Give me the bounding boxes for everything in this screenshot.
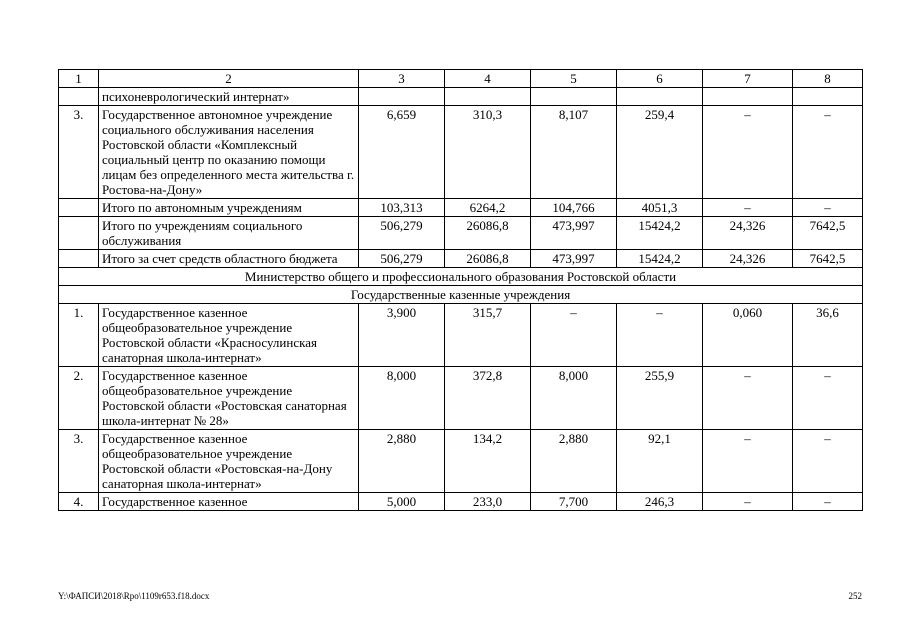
value-cell: 315,7 <box>445 304 531 367</box>
value-cell: 8,000 <box>531 367 617 430</box>
value-cell: – <box>703 493 793 511</box>
institution-name: Государственное казенное общеобразовательное учреждение Ростовской области «Ростовская-на-Дону санаторная школа-интернат» <box>99 430 359 493</box>
table-header-row <box>59 70 863 88</box>
file-path: Y:\ФАПСИ\2018\Rpo\1109r653.f18.docx <box>58 591 210 601</box>
header-cell: 8 <box>793 70 863 88</box>
value-cell: 6264,2 <box>445 199 531 217</box>
value-cell <box>445 88 531 106</box>
header-cell: 1 <box>59 70 99 88</box>
value-cell: 7,700 <box>531 493 617 511</box>
value-cell <box>617 88 703 106</box>
value-cell: 246,3 <box>617 493 703 511</box>
section-row <box>59 268 863 286</box>
institution-name: Государственное казенное общеобразовательное учреждение Ростовской области «Красносулинская санаторная школа-интернат» <box>99 304 359 367</box>
section-title-kazennye: Государственные казенные учреждения <box>59 286 863 304</box>
row-number: 4. <box>59 493 99 511</box>
value-cell: – <box>793 367 863 430</box>
institution-name: Государственное автономное учреждение социального обслуживания населения Ростовской области «Комплексный социальный центр по оказанию помощи лицам без определенного места жительства г. Ростова-на-Дону» <box>99 106 359 199</box>
value-cell: 310,3 <box>445 106 531 199</box>
table-row <box>59 493 863 511</box>
value-cell: 259,4 <box>617 106 703 199</box>
value-cell: 506,279 <box>359 250 445 268</box>
value-cell: 104,766 <box>531 199 617 217</box>
value-cell: 2,880 <box>359 430 445 493</box>
value-cell: – <box>703 430 793 493</box>
value-cell: 8,000 <box>359 367 445 430</box>
value-cell: 15424,2 <box>617 250 703 268</box>
value-cell: 3,900 <box>359 304 445 367</box>
row-number <box>59 250 99 268</box>
value-cell: 92,1 <box>617 430 703 493</box>
value-cell: 103,313 <box>359 199 445 217</box>
row-number <box>59 217 99 250</box>
value-cell: 4051,3 <box>617 199 703 217</box>
value-cell: – <box>617 304 703 367</box>
page-number: 252 <box>848 591 862 601</box>
row-number: 3. <box>59 430 99 493</box>
value-cell: 0,060 <box>703 304 793 367</box>
row-number <box>59 199 99 217</box>
value-cell <box>359 88 445 106</box>
row-number: 2. <box>59 367 99 430</box>
budget-table <box>58 69 863 511</box>
value-cell: – <box>703 199 793 217</box>
value-cell: – <box>793 430 863 493</box>
header-cell: 3 <box>359 70 445 88</box>
header-cell: 2 <box>99 70 359 88</box>
institution-name: Государственное казенное общеобразовательное учреждение Ростовской области «Ростовская санаторная школа-интернат № 28» <box>99 367 359 430</box>
value-cell: 7642,5 <box>793 217 863 250</box>
value-cell: 7642,5 <box>793 250 863 268</box>
value-cell: 233,0 <box>445 493 531 511</box>
total-label: Итого за счет средств областного бюджета <box>99 250 359 268</box>
value-cell: 372,8 <box>445 367 531 430</box>
value-cell: 8,107 <box>531 106 617 199</box>
value-cell: – <box>793 199 863 217</box>
value-cell: 6,659 <box>359 106 445 199</box>
value-cell: 473,997 <box>531 250 617 268</box>
value-cell: 5,000 <box>359 493 445 511</box>
value-cell: 36,6 <box>793 304 863 367</box>
value-cell <box>703 88 793 106</box>
value-cell <box>793 88 863 106</box>
header-cell: 5 <box>531 70 617 88</box>
value-cell: 255,9 <box>617 367 703 430</box>
section-row <box>59 286 863 304</box>
table-row <box>59 88 863 106</box>
table-row <box>59 250 863 268</box>
header-cell: 4 <box>445 70 531 88</box>
value-cell: 26086,8 <box>445 250 531 268</box>
value-cell: 26086,8 <box>445 217 531 250</box>
table-row <box>59 217 863 250</box>
value-cell: – <box>703 106 793 199</box>
row-number: 1. <box>59 304 99 367</box>
row-number: 3. <box>59 106 99 199</box>
value-cell: 24,326 <box>703 217 793 250</box>
institution-name: психоневрологический интернат» <box>99 88 359 106</box>
value-cell: 24,326 <box>703 250 793 268</box>
value-cell: 506,279 <box>359 217 445 250</box>
value-cell <box>531 88 617 106</box>
table-row <box>59 106 863 199</box>
value-cell: – <box>793 106 863 199</box>
value-cell: – <box>703 367 793 430</box>
header-cell: 7 <box>703 70 793 88</box>
value-cell: 2,880 <box>531 430 617 493</box>
header-cell: 6 <box>617 70 703 88</box>
total-label: Итого по автономным учреждениям <box>99 199 359 217</box>
value-cell: – <box>793 493 863 511</box>
table-row <box>59 199 863 217</box>
value-cell: 134,2 <box>445 430 531 493</box>
institution-name: Государственное казенное <box>99 493 359 511</box>
value-cell: 15424,2 <box>617 217 703 250</box>
table-row <box>59 367 863 430</box>
value-cell: 473,997 <box>531 217 617 250</box>
table-row <box>59 304 863 367</box>
total-label: Итого по учреждениям социального обслуживания <box>99 217 359 250</box>
table-row <box>59 430 863 493</box>
value-cell: – <box>531 304 617 367</box>
section-title-ministry: Министерство общего и профессионального образования Ростовской области <box>59 268 863 286</box>
row-number <box>59 88 99 106</box>
